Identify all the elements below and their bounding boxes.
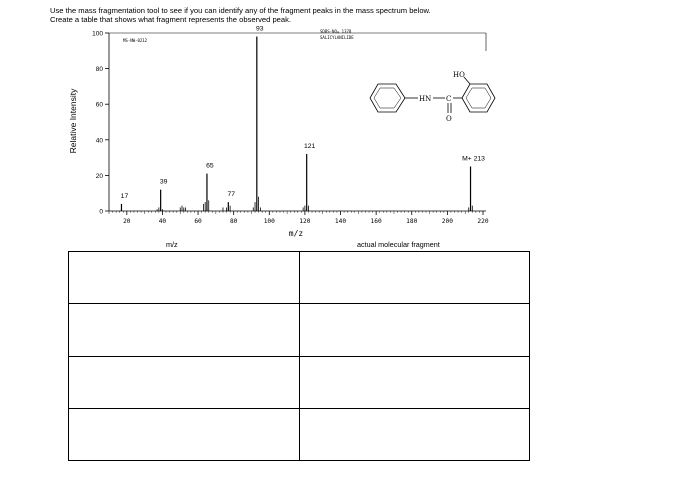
salicylanilide-structure	[370, 71, 495, 123]
spectrum-id-label: MS-NW-0212	[123, 38, 148, 43]
x-tick-label: 160	[370, 218, 382, 225]
table-row	[69, 408, 530, 460]
peak-label-77: 77	[227, 191, 236, 199]
hydroxyphenyl-ring-inner	[466, 88, 491, 108]
peak-label-65: 65	[206, 162, 214, 170]
y-tick-label: 100	[92, 30, 103, 38]
x-tick-label: 220	[477, 218, 489, 225]
x-tick-label: 200	[441, 218, 453, 225]
peak-label-17: 17	[120, 192, 129, 200]
table-row	[69, 304, 530, 356]
peak-label-213: M+ 213	[462, 155, 485, 163]
x-tick-label: 120	[299, 218, 311, 225]
y-tick-label: 80	[95, 66, 103, 74]
chart-ticks	[92, 31, 489, 226]
y-tick-label: 0	[99, 208, 103, 216]
compound-name-label: SALICYLANILIDE	[320, 35, 354, 40]
carbonyl-c-label: C	[446, 95, 452, 103]
x-tick-label: 40	[158, 218, 167, 225]
bond-ring-oh	[464, 77, 470, 84]
fragment-cell[interactable]	[299, 304, 530, 356]
col-header-mz: m/z	[166, 240, 178, 249]
peak-label-93: 93	[256, 25, 264, 33]
col-header-fragment: actual molecular fragment	[357, 240, 440, 249]
mz-cell[interactable]	[69, 356, 300, 408]
mz-cell[interactable]	[69, 252, 300, 304]
fragment-cell[interactable]	[299, 408, 530, 460]
minor-peaks	[157, 197, 472, 211]
x-tick-label: 60	[194, 218, 202, 225]
peak-label-39: 39	[159, 178, 168, 186]
y-tick-label: 60	[95, 101, 103, 109]
x-tick-label: 140	[334, 218, 347, 225]
x-tick-label: 180	[406, 218, 418, 225]
x-axis-label: m/z	[288, 229, 304, 238]
table-row	[69, 356, 530, 408]
mz-cell[interactable]	[69, 408, 300, 460]
hydroxyl-label: HO	[453, 71, 465, 79]
phenyl-ring-inner	[374, 88, 401, 108]
sdbs-number-label: SDBS-NO= 1378	[320, 29, 352, 34]
nh-label: HN	[419, 95, 432, 103]
y-axis-label: Relative Intensity	[68, 88, 78, 154]
y-tick-label: 20	[95, 172, 103, 180]
x-tick-label: 80	[229, 218, 238, 225]
table-row	[69, 252, 530, 304]
x-tick-label: 100	[263, 218, 275, 225]
fragment-cell[interactable]	[299, 356, 530, 408]
instruction-line-2: Create a table that shows what fragment represents the observed peak.	[50, 15, 292, 24]
mz-cell[interactable]	[69, 304, 300, 356]
fragment-answer-table	[68, 251, 530, 461]
instruction-line-1: Use the mass fragmentation tool to see if you can identify any of the fragment peaks in the mass spectrum below.	[50, 6, 431, 15]
peak-label-121: 121	[304, 143, 316, 151]
carbonyl-o-label: O	[446, 115, 452, 123]
fragment-cell[interactable]	[299, 252, 530, 304]
major-peaks	[121, 26, 485, 211]
x-tick-label: 20	[123, 218, 131, 225]
y-tick-label: 40	[95, 137, 103, 145]
